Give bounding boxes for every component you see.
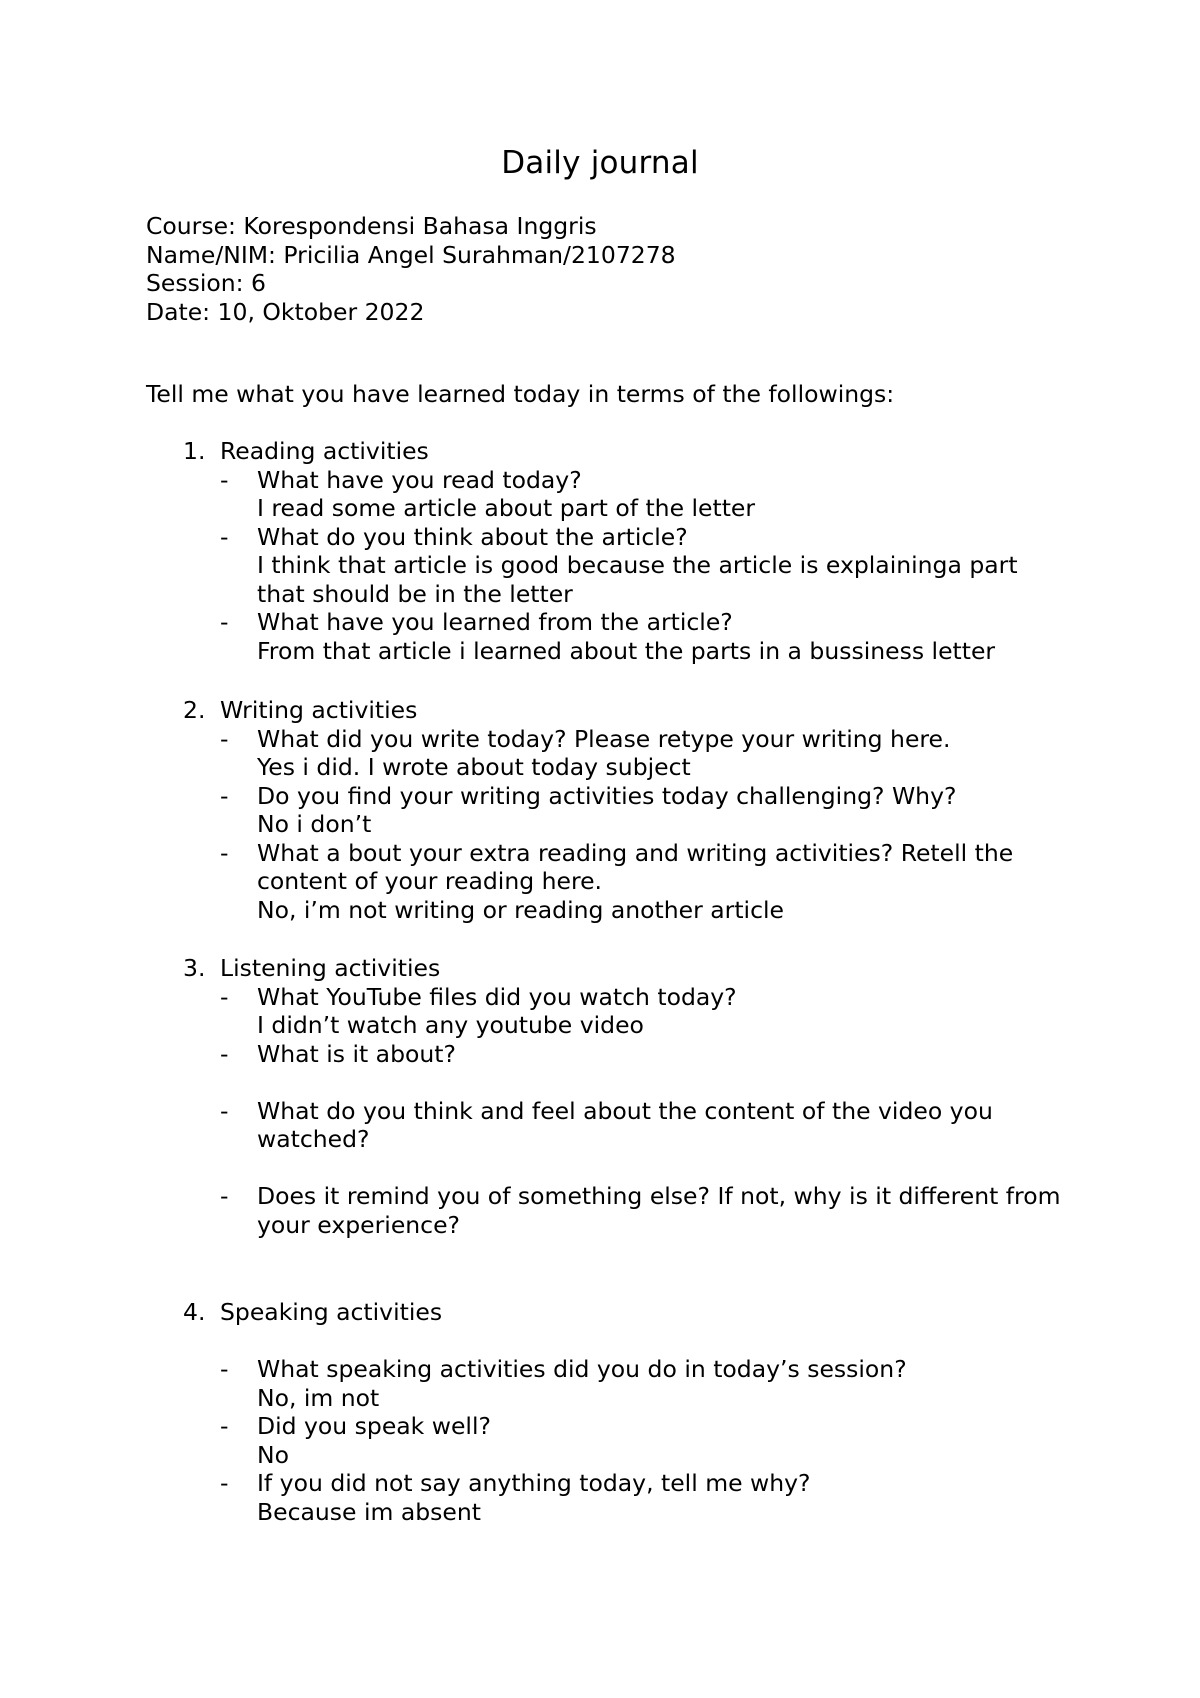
dash-bullet: - [220,724,229,753]
dash-bullet: - [220,1039,229,1068]
answer-text: No, i’m not writing or reading another article [257,895,784,924]
dash-bullet: - [220,1355,229,1383]
answer-text: I read some article about part of the letter [257,494,756,522]
question-list [220,466,1063,666]
dash-bullet: - [220,838,229,867]
section-reading [183,437,1063,665]
list-item [220,1097,1063,1183]
list-item [220,725,1063,782]
section-number: 4. [183,1298,206,1326]
answer-text: No, im not [257,1383,380,1412]
section-speaking [183,1298,1063,1526]
question-text: What have you read today? [257,465,582,494]
list-item [220,466,1063,523]
dash-bullet: - [220,1412,229,1440]
dash-bullet: - [220,608,229,636]
section-number: 1. [183,437,206,465]
answer-text: I think that article is good because the article is explaininga part that should be in the letter [257,551,1018,608]
section-heading [183,954,1063,983]
list-item [220,608,1063,665]
list-item [220,1355,1063,1412]
list-item [220,1182,1063,1239]
dash-bullet: - [220,465,229,494]
question-text: What do you think about the article? [257,522,688,551]
question-text: What is it about? [257,1039,456,1068]
answer-space [257,1154,1063,1183]
dash-bullet: - [220,781,229,810]
journal-prompt: Tell me what you have learned today in terms of the followings: [146,380,895,408]
question-text: What YouTube files did you watch today? [257,982,737,1011]
question-list [220,1355,1063,1526]
question-text: Does it remind you of something else? If not, why is it different from your experience? [257,1182,1061,1239]
dash-bullet: - [220,1096,229,1125]
question-text: If you did not say anything today, tell me why? [257,1469,811,1497]
section-number: 2. [183,696,206,724]
dash-bullet: - [220,522,229,551]
section-number: 3. [183,954,206,982]
name-nim-line: Name/NIM: Pricilia Angel Surahman/2107278 [146,240,676,269]
section-title: Speaking activities [220,1298,443,1326]
dash-bullet: - [220,1182,229,1210]
question-text: Do you find your writing activities today challenging? Why? [257,781,957,810]
list-item [220,1469,1063,1526]
page-title: Daily journal [501,145,699,181]
answer-text: Because im absent [257,1497,481,1526]
question-text: Did you speak well? [257,1412,491,1440]
section-title: Writing activities [220,696,418,724]
question-text: What did you write today? Please retype your writing here. [257,724,951,753]
list-item [220,839,1063,925]
answer-space [257,1068,1063,1097]
list-item [220,523,1063,609]
question-list [220,983,1063,1240]
question-text: What do you think and feel about the content of the video you watched? [257,1096,993,1153]
section-heading [183,437,1063,466]
section-writing [183,696,1063,924]
section-title: Listening activities [220,954,441,982]
answer-text: No i don’t [257,810,372,838]
question-text: What a bout your extra reading and writing activities? Retell the content of your reading here. [257,838,1014,895]
question-text: What speaking activities did you do in today’s session? [257,1355,907,1383]
section-heading [183,1298,1063,1327]
list-item [220,1040,1063,1097]
list-item [220,1412,1063,1469]
section-heading [183,696,1063,725]
section-listening [183,954,1063,1239]
answer-text: Yes i did. I wrote about today subject [257,753,691,781]
question-list [220,725,1063,925]
section-title: Reading activities [220,437,429,465]
answer-text: From that article i learned about the parts in a bussiness letter [257,636,996,665]
answer-text: No [257,1440,289,1469]
answer-text: I didn’t watch any youtube video [257,1011,644,1039]
date-line: Date: 10, Oktober 2022 [146,297,425,326]
session-line: Session: 6 [146,269,267,297]
dash-bullet: - [220,982,229,1011]
question-text: What have you learned from the article? [257,608,733,636]
dash-bullet: - [220,1469,229,1497]
list-item [220,983,1063,1040]
course-line: Course: Korespondensi Bahasa Inggris [146,212,597,240]
journal-meta [146,212,676,326]
list-item [220,782,1063,839]
